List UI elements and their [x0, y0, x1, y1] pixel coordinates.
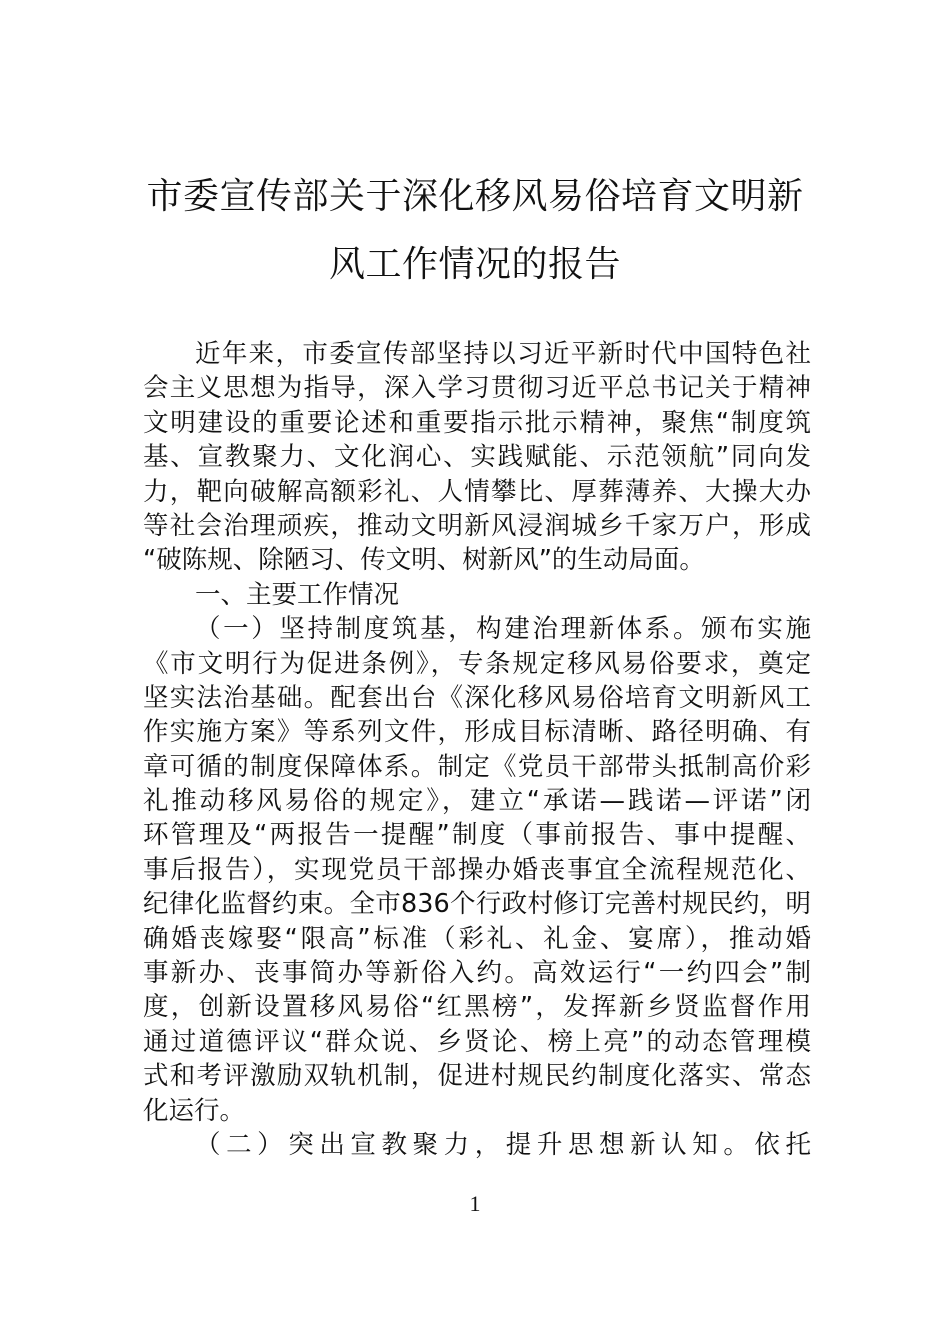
paragraph-line: 通过道德评议“群众说、乡贤论、榜上亮”的动态管理模: [143, 1026, 811, 1057]
paragraph-line: （二）突出宣教聚力，提升思想新认知。依托: [195, 1129, 811, 1160]
paragraph-line: 式和考评激励双轨机制，促进村规民约制度化落实、常态: [143, 1061, 811, 1092]
paragraph-line: 确婚丧嫁娶“限高”标准（彩礼、礼金、宴席），推动婚: [143, 923, 811, 954]
paragraph-line: 会主义思想为指导，深入学习贯彻习近平总书记关于精神: [143, 373, 811, 404]
page-number: 1: [469, 1191, 481, 1216]
document-body: [143, 337, 811, 1162]
paragraph-line: 文明建设的重要论述和重要指示批示精神，聚焦“制度筑: [143, 407, 811, 438]
paragraph-line: 《市文明行为促进条例》，专条规定移风易俗要求，奠定: [143, 648, 811, 679]
paragraph-line: 力，靶向破解高额彩礼、人情攀比、厚葬薄养、大操大办: [143, 476, 811, 507]
section-heading: 一、主要工作情况: [195, 579, 400, 610]
paragraph-line: 近年来，市委宣传部坚持以习近平新时代中国特色社: [195, 339, 811, 369]
paragraph-line: 礼推动移风易俗的规定》，建立“承诺—践诺—评诺”闭: [143, 786, 811, 817]
paragraph-line: （一）坚持制度筑基，构建治理新体系。颁布实施: [195, 614, 811, 645]
paragraph-line: 等社会治理顽疾，推动文明新风浸润城乡千家万户，形成: [143, 510, 811, 541]
paragraph-line: 事后报告），实现党员干部操办婚丧事宜全流程规范化、: [143, 854, 811, 885]
paragraph-line: 环管理及“两报告一提醒”制度（事前报告、事中提醒、: [143, 820, 811, 851]
document-title-line-1: 市委宣传部关于深化移风易俗培育文明新: [146, 176, 804, 217]
paragraph-line: 作实施方案》等系列文件，形成目标清晰、路径明确、有: [143, 717, 811, 748]
paragraph-line: 基、宣教聚力、文化润心、实践赋能、示范领航”同向发: [143, 442, 811, 473]
document-title-line-2: 风工作情况的报告: [328, 244, 621, 285]
paragraph-line: “破陈规、除陋习、传文明、树新风”的生动局面。: [143, 545, 705, 576]
paragraph-line: 纪律化监督约束。全市836个行政村修订完善村规民约，明: [143, 889, 811, 920]
paragraph-line: 化运行。: [143, 1095, 246, 1126]
paragraph-line: 章可循的制度保障体系。制定《党员干部带头抵制高价彩: [143, 751, 811, 782]
paragraph-line: 度，创新设置移风易俗“红黑榜”，发挥新乡贤监督作用: [143, 992, 811, 1023]
paragraph-line: 坚实法治基础。配套出台《深化移风易俗培育文明新风工: [143, 682, 811, 713]
paragraph-line: 事新办、丧事简办等新俗入约。高效运行“一约四会”制: [143, 958, 811, 989]
